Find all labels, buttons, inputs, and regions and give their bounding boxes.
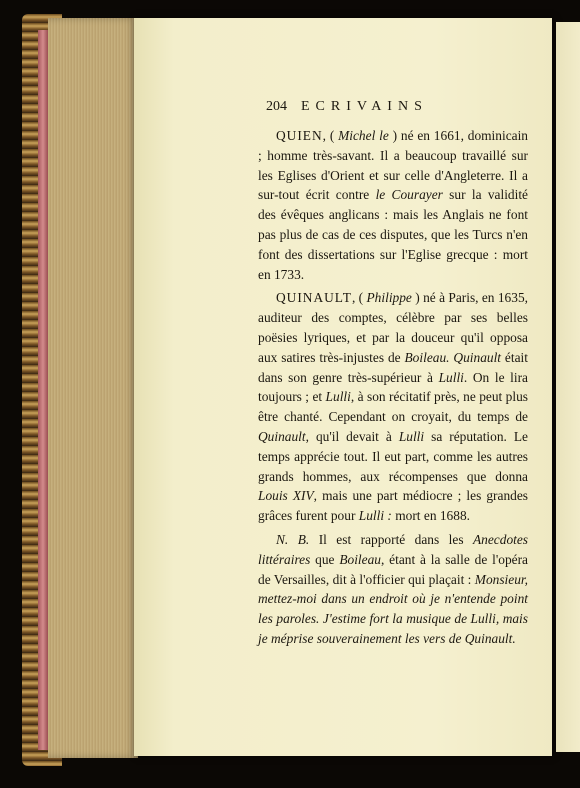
- note-ref: Anecdotes littéraires: [258, 531, 529, 567]
- entry-ref: Quinault: [453, 349, 502, 365]
- entry-text: mort en 1688.: [391, 508, 470, 524]
- entry-quien: QUIEN, ( Michel le ) né en 1661, dominicain ; homme très-savant. Il a beaucoup travaillé sur les Eglises d'Orient et sur celle d'Angleterre. Il a sur-tout écrit contre le Courayer sur la validité des évêques anglicans : mais les Anglais ne font pas plus de cas de ces disputes, que les Turcs n'en font des dissertations sur l'Eglise grecque : mort en 1733.: [258, 128, 528, 282]
- note-text: Il est rapporté dans les: [309, 531, 473, 547]
- running-head: [266, 99, 526, 115]
- entry-text: né en 1661, dominicain ; homme très-savant. Il a beaucoup travaillé sur les Eglises d'Orient et sur celle d'Angleterre. Il a sur-tout écrit contre: [258, 128, 528, 203]
- entry-ref: le Courayer: [375, 187, 443, 203]
- entry-ref: Quinault: [258, 428, 306, 444]
- note-paragraph: [258, 530, 528, 649]
- entry-text: était dans son genre très-supérieur à: [258, 349, 528, 385]
- book-ribbon: [38, 30, 48, 750]
- entry-text: sur la validité des évêques anglicans : mais les Anglais ne font pas plus de cas de ces disputes, que les Turcs n'en font des dissertations sur l'Eglise grecque : mort en 1733.: [258, 187, 528, 282]
- page-body: [258, 126, 528, 649]
- entry-text: , mais une part médiocre ; les grandes grâces furent pour: [258, 488, 529, 524]
- page-number: 204: [266, 99, 287, 114]
- entry-ref: Lulli: [438, 369, 464, 385]
- note-ref: Boileau: [339, 551, 381, 567]
- entry-ref: Louis XIV: [258, 488, 314, 504]
- entry-quinault: QUINAULT, ( Philippe ) né à Paris, en 1635, auditeur des comptes, célèbre par ses belles poësies lyriques, et par la douceur qu'il opposa aux satires très-injustes de Boileau. Quinault était dans son genre très-supérieur à Lulli. On le lira toujours ; et Lulli, à son récitatif près, ne peut plus être chanté. Cependant on croyait, du temps de Quinault, qu'il devait à Lulli sa réputation. Le temps apprécie tout. Il eut part, comme les autres grands hommes, aux récompenses que donna Louis XIV, mais une part médiocre ; les grandes grâces furent pour Lulli : mort en 1688.: [258, 290, 529, 524]
- note-text: , étant à la salle de l'opéra de Versailles, dit à l'officier qui plaçait :: [258, 551, 528, 587]
- entry-text: , à son récitatif près, ne peut plus être chanté. Cependant on croyait, du temps de: [258, 389, 528, 425]
- note-label: N. B.: [276, 531, 310, 547]
- note-text: que: [310, 551, 340, 567]
- entry-head: QUIEN: [276, 128, 323, 143]
- entry-ref: Boileau.: [404, 349, 450, 365]
- page-edges: [48, 18, 138, 758]
- entry-text: , qu'il devait à: [305, 428, 399, 444]
- entry-name: Philippe: [366, 290, 412, 306]
- facing-page-edge: [556, 22, 580, 752]
- entry-ref: Lulli :: [358, 508, 392, 524]
- entry-text: . On le lira toujours ; et: [258, 369, 528, 405]
- running-title: ECRIVAINS: [301, 99, 428, 114]
- note-quote: Monsieur, mettez-moi dans un endroit où je n'entende point les paroles. J'estime fort la musique de Lulli, mais je méprise souverainement les vers de Quinault.: [258, 571, 528, 646]
- entry-name: Michel le: [338, 128, 389, 143]
- entry-text: sa réputation. Le temps apprécie tout. Il eut part, comme les autres grands hommes, aux récompenses que donna: [258, 428, 528, 484]
- entry-ref: Lulli: [398, 428, 425, 444]
- entry-ref: Lulli: [325, 389, 351, 405]
- entry-text: né à Paris, en 1635, auditeur des comptes, célèbre par ses belles poësies lyriques, et par la douceur qu'il opposa aux satires très-injustes de: [258, 290, 528, 365]
- entry-head: QUINAULT: [276, 290, 352, 306]
